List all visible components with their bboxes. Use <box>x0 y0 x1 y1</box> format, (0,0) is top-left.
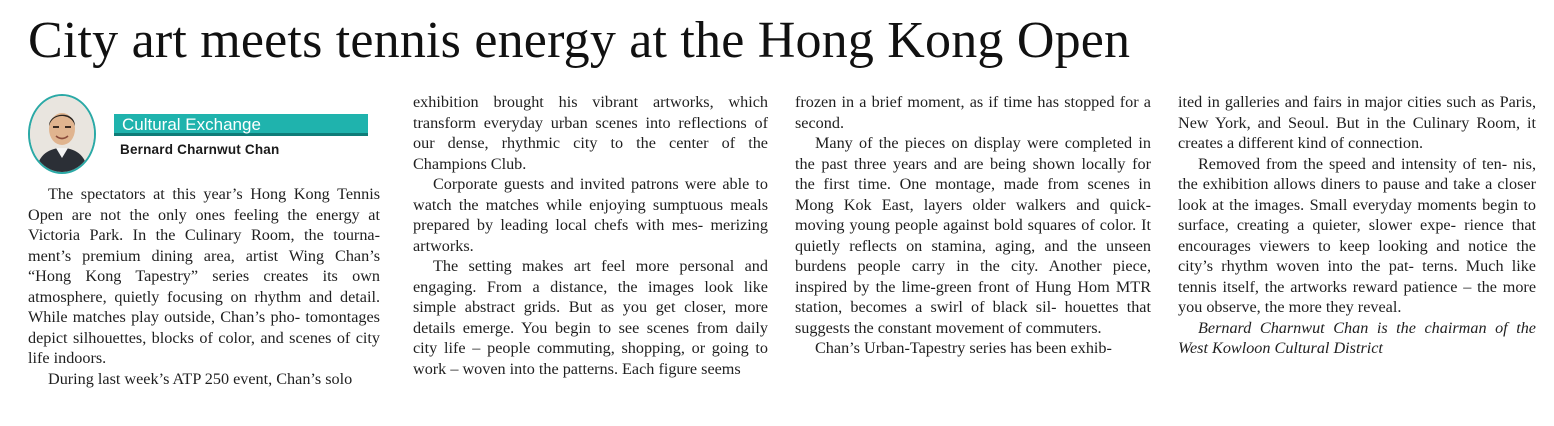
column-3 <box>795 92 1151 359</box>
paragraph: exhibition brought his vibrant artworks, which transform everyday urban scenes into reflections of our dense, rhythmic city to the center of the Champions Club. <box>413 93 768 173</box>
column-1 <box>28 92 380 389</box>
column-tag: Cultural Exchange <box>114 114 368 136</box>
author-name: Bernard Charnwut Chan <box>120 142 280 157</box>
paragraph: Removed from the speed and intensity of ten- nis, the exhibition allows diners to pause and take a closer look at the images. Small everyday moments begin to surface, creating a quieter, slower expe- rience that encourages viewers to keep looking and notice the city’s rhythm woven into the pat- terns. Much like tennis itself, the artworks reward patience – the more you observe, the more they reveal. <box>1178 154 1536 316</box>
paragraph: The setting makes art feel more personal and engaging. From a distance, the images look like simple abstract grids. But as you get closer, more details emerge. You begin to see scenes from daily city life – people commuting, shopping, or going to work – woven into the patterns. Each figure seems <box>413 257 768 378</box>
paragraph: ited in galleries and fairs in major cities such as Paris, New York, and Seoul. But in the Culinary Room, it creates a different kind of connection. <box>1178 93 1536 152</box>
paragraph: frozen in a brief moment, as if time has stopped for a second. <box>795 93 1151 132</box>
paragraph: Chan’s Urban-Tapestry series has been exhib- <box>815 339 1112 357</box>
author-bio: Bernard Charnwut Chan is the chairman of the West Kowloon Cultural District <box>1178 318 1536 357</box>
column-2 <box>413 92 768 379</box>
paragraph: Corporate guests and invited patrons were able to watch the matches while enjoying sumptuous meals prepared by leading local chefs with mes- merizing artworks. <box>413 175 768 255</box>
column-4 <box>1178 92 1536 359</box>
paragraph: Many of the pieces on display were completed in the past three years and are being shown locally for the first time. One montage, made from scenes in Mong Kok East, layers older walkers and quick- moving young people against bold squares of color. It quietly reflects on stamina, aging, and the unseen burdens people carry in the city. Another piece, inspired by the lime-green front of Hung Hom MTR station, becomes a swirl of black sil- houettes that suggests the constant movement of commuters. <box>795 134 1151 337</box>
paragraph: During last week’s ATP 250 event, Chan’s solo <box>48 369 353 388</box>
author-photo <box>28 94 96 174</box>
headline: City art meets tennis energy at the Hong Kong Open <box>28 12 1131 69</box>
author-portrait-icon <box>30 96 94 172</box>
byline <box>28 92 380 184</box>
paragraph: The spectators at this year’s Hong Kong Tennis Open are not the only ones feeling the energy at Victoria Park. In the Culinary Room, the tourna- ment’s premium dining area, artist Wing Chan’s “Hong Kong Tapestry” series creates its own atmosphere, quietly focusing on rhythm and detail. While matches play outside, Chan’s pho- tomontages depict silhouettes, blocks of color, and scenes of city life indoors. <box>28 185 380 367</box>
